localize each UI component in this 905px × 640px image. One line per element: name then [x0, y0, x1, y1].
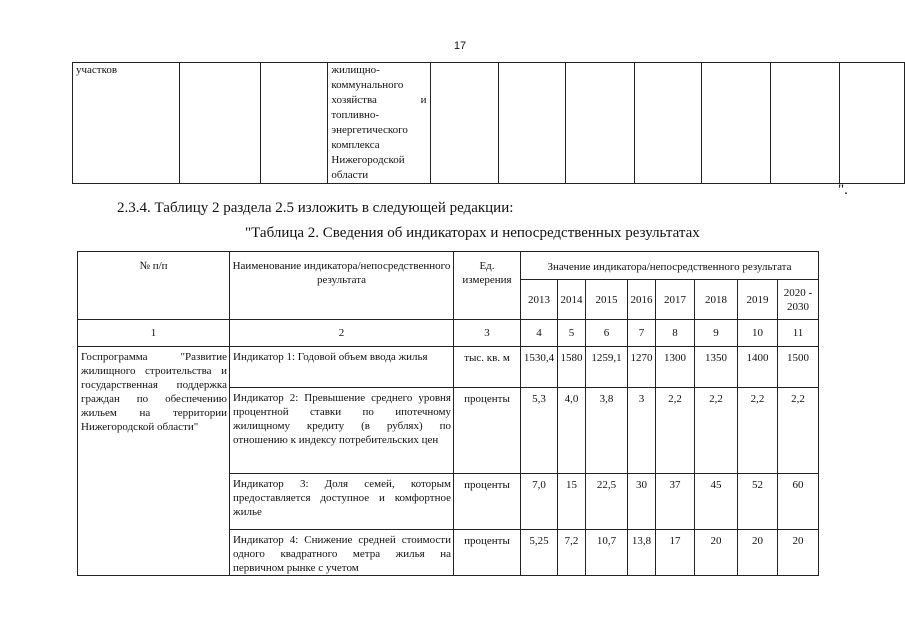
indicator-value: 22,5: [586, 474, 628, 530]
indicator-value: 2,2: [778, 388, 819, 474]
indicator-name: Индикатор 2: Превышение среднего уровня процентной ставки по ипотечному жилищному кредиту (в рублях) по отношению к индексу потребительских цен: [230, 388, 454, 474]
col-number: 4: [521, 320, 558, 347]
indicator-unit: проценты: [454, 474, 521, 530]
top-cell-1: участков: [73, 63, 180, 184]
indicator-value: 4,0: [558, 388, 586, 474]
indicator-unit: проценты: [454, 388, 521, 474]
indicator-value: 2,2: [656, 388, 695, 474]
indicator-value: 13,8: [628, 530, 656, 576]
indicator-value: 1500: [778, 347, 819, 388]
indicator-value: 1350: [695, 347, 738, 388]
indicator-unit: проценты: [454, 530, 521, 576]
top-cell-7: [566, 63, 635, 184]
col-number: 8: [656, 320, 695, 347]
indicator-value: 60: [778, 474, 819, 530]
top-cell-2: [180, 63, 261, 184]
col-number: 9: [695, 320, 738, 347]
indicator-value: 7,2: [558, 530, 586, 576]
indicator-value: 5,3: [521, 388, 558, 474]
indicator-unit: тыс. кв. м: [454, 347, 521, 388]
top-cell-9: [702, 63, 771, 184]
table-row: [78, 347, 819, 388]
page-number: 17: [453, 40, 467, 52]
col-number: 7: [628, 320, 656, 347]
header-year: 2017: [656, 280, 695, 320]
indicator-value: 2,2: [738, 388, 778, 474]
header-year: 2018: [695, 280, 738, 320]
indicator-value: 37: [656, 474, 695, 530]
indicator-value: 1259,1: [586, 347, 628, 388]
top-cell-8: [635, 63, 702, 184]
header-year: 2016: [628, 280, 656, 320]
previous-table-fragment: [72, 62, 905, 184]
col-number: 10: [738, 320, 778, 347]
indicator-value: 3: [628, 388, 656, 474]
header-year: 2013: [521, 280, 558, 320]
indicator-value: 15: [558, 474, 586, 530]
header-year: 2019: [738, 280, 778, 320]
indicator-value: 1580: [558, 347, 586, 388]
top-cell-5: [430, 63, 499, 184]
header-num: № п/п: [78, 252, 230, 320]
indicator-value: 17: [656, 530, 695, 576]
col-number: 1: [78, 320, 230, 347]
indicator-value: 3,8: [586, 388, 628, 474]
indicators-table: [77, 251, 819, 576]
indicator-value: 20: [695, 530, 738, 576]
header-unit: Ед. измерения: [454, 252, 521, 320]
col-number: 3: [454, 320, 521, 347]
header-year: 2014: [558, 280, 586, 320]
indicator-value: 1270: [628, 347, 656, 388]
col-number: 11: [778, 320, 819, 347]
closing-quote: ".: [838, 182, 848, 198]
top-cell-3: [261, 63, 328, 184]
top-cell-10: [771, 63, 840, 184]
indicator-value: 1530,4: [521, 347, 558, 388]
indicator-value: 45: [695, 474, 738, 530]
indicator-value: 2,2: [695, 388, 738, 474]
table-caption: "Таблица 2. Сведения об индикаторах и непосредственных результатах: [245, 225, 700, 241]
indicator-value: 7,0: [521, 474, 558, 530]
header-name: Наименование индикатора/непосредственного результата: [230, 252, 454, 320]
indicator-name: Индикатор 4: Снижение средней стоимости одного квадратного метра жилья на первичном рынке с учетом: [230, 530, 454, 576]
indicator-value: 30: [628, 474, 656, 530]
indicator-value: 20: [778, 530, 819, 576]
header-year-range: 2020 - 2030: [778, 280, 819, 320]
indicator-value: 1300: [656, 347, 695, 388]
top-cell-4: жилищно-коммунального хозяйства и топливно-энергетического комплекса Нижегородской области: [328, 63, 430, 184]
header-year: 2015: [586, 280, 628, 320]
col-number: 2: [230, 320, 454, 347]
indicator-value: 5,25: [521, 530, 558, 576]
indicator-name: Индикатор 3: Доля семей, которым предоставляется доступное и комфортное жилье: [230, 474, 454, 530]
indicator-value: 20: [738, 530, 778, 576]
amendment-paragraph: 2.3.4. Таблицу 2 раздела 2.5 изложить в следующей редакции:: [117, 200, 514, 216]
indicator-name: Индикатор 1: Годовой объем ввода жилья: [230, 347, 454, 388]
top-cell-6: [499, 63, 566, 184]
indicator-value: 1400: [738, 347, 778, 388]
col-number: 5: [558, 320, 586, 347]
indicator-value: 52: [738, 474, 778, 530]
top-cell-11: [839, 63, 904, 184]
col-number: 6: [586, 320, 628, 347]
header-value-group: Значение индикатора/непосредственного результата: [521, 252, 819, 280]
indicator-value: 10,7: [586, 530, 628, 576]
program-name: Госпрограмма "Развитие жилищного строительства и государственная поддержка граждан по обеспечению жильем на территории Нижегородской области": [78, 347, 230, 576]
